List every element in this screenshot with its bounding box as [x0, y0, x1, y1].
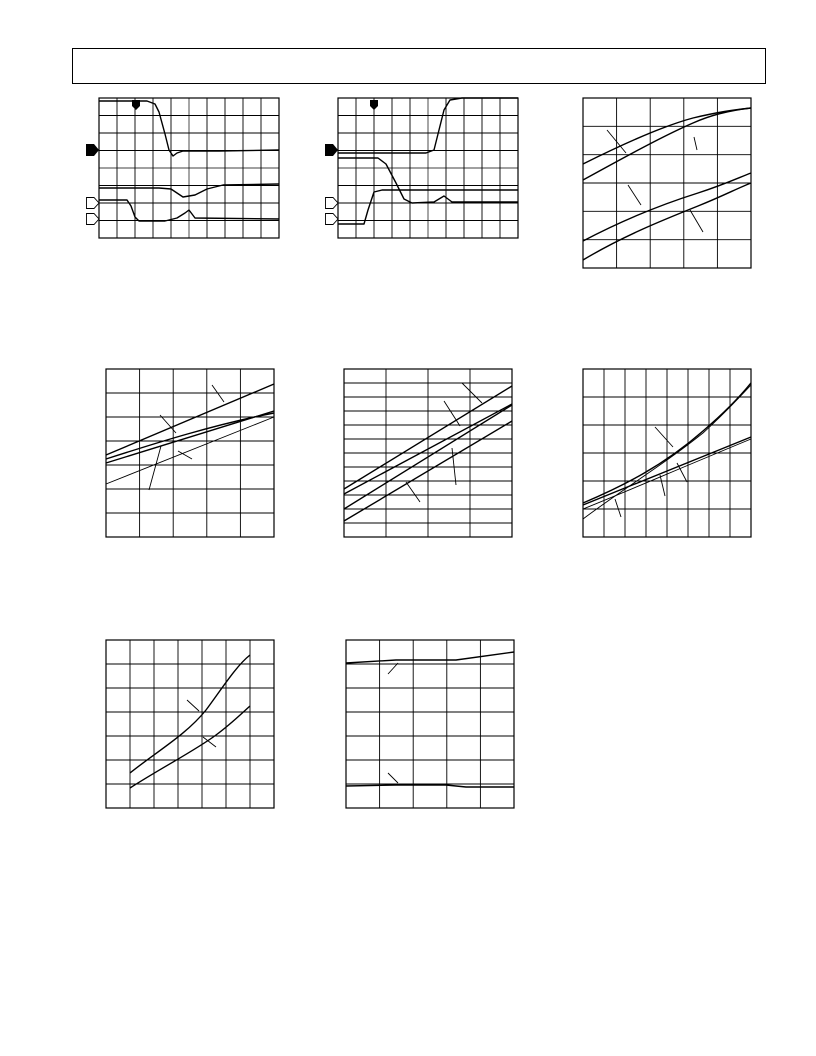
- scope-1-ch2-marker-icon: [86, 197, 100, 209]
- scope-2-ch1-marker-icon: [325, 144, 339, 156]
- plot-6-arrow-1: [655, 427, 673, 447]
- plot-8-arrow-2: [388, 773, 398, 783]
- plot-4-arrow-1: [212, 385, 224, 402]
- plot-5-arrow-1: [462, 383, 482, 403]
- plot-8-curve-1: [346, 652, 514, 663]
- plot-3-arrow-2: [694, 137, 697, 150]
- plot-8-frame: [346, 640, 514, 808]
- plot-3-curve-1: [583, 108, 751, 180]
- plot-5-grid: [344, 369, 512, 537]
- scope-2-ch3-marker-icon: [325, 213, 339, 225]
- scope-1-ch1-marker-icon: [86, 144, 100, 156]
- figure-plot-3: [583, 98, 751, 268]
- plot-5: [344, 369, 512, 537]
- scope-1-ch3-marker-icon: [86, 213, 100, 225]
- plot-5-arrow-3: [452, 448, 456, 485]
- scope-2-trigger-icon: [368, 100, 388, 120]
- plot-4: [106, 369, 274, 537]
- figure-plot-7: [106, 640, 274, 808]
- plot-6-arrow-3: [660, 475, 665, 496]
- plot-8-arrow-1: [388, 663, 398, 674]
- plot-5-arrow-4: [406, 482, 420, 502]
- plot-7-arrow-1: [187, 700, 199, 711]
- figure-plot-4: [106, 369, 274, 537]
- plot-7-curve-1: [130, 655, 250, 773]
- scope-2-ch2-marker-icon: [325, 197, 339, 209]
- plot-8: [346, 640, 514, 808]
- scope-1-trigger-icon: [130, 100, 150, 120]
- plot-3-arrow-3: [628, 185, 641, 205]
- figure-scope-2: [338, 98, 518, 238]
- plot-6-grid: [583, 369, 751, 537]
- plot-7-grid: [106, 640, 274, 808]
- plot-8-curve-2: [346, 785, 514, 787]
- plot-7: [106, 640, 274, 808]
- scope-1-plot: [99, 98, 279, 238]
- plot-3-arrow-4: [690, 210, 703, 232]
- scope-2-plot: [338, 98, 518, 238]
- scope-1-center-ticks: [99, 98, 279, 238]
- figure-plot-6: [583, 369, 751, 537]
- figure-plot-8: [346, 640, 514, 808]
- figure-scope-1: [99, 98, 279, 238]
- plot-3: [583, 98, 751, 268]
- scope-2-center-ticks: [338, 98, 518, 238]
- plot-8-grid: [346, 640, 514, 808]
- plot-3-curve-4: [583, 183, 751, 260]
- plot-7-curve-2: [130, 706, 250, 788]
- plot-4-arrow-4: [149, 446, 161, 490]
- figure-plot-5: [344, 369, 512, 537]
- page-header-box: [72, 48, 766, 84]
- plot-6-arrow-4: [615, 499, 621, 517]
- plot-6: [583, 369, 751, 537]
- plot-7-frame: [106, 640, 274, 808]
